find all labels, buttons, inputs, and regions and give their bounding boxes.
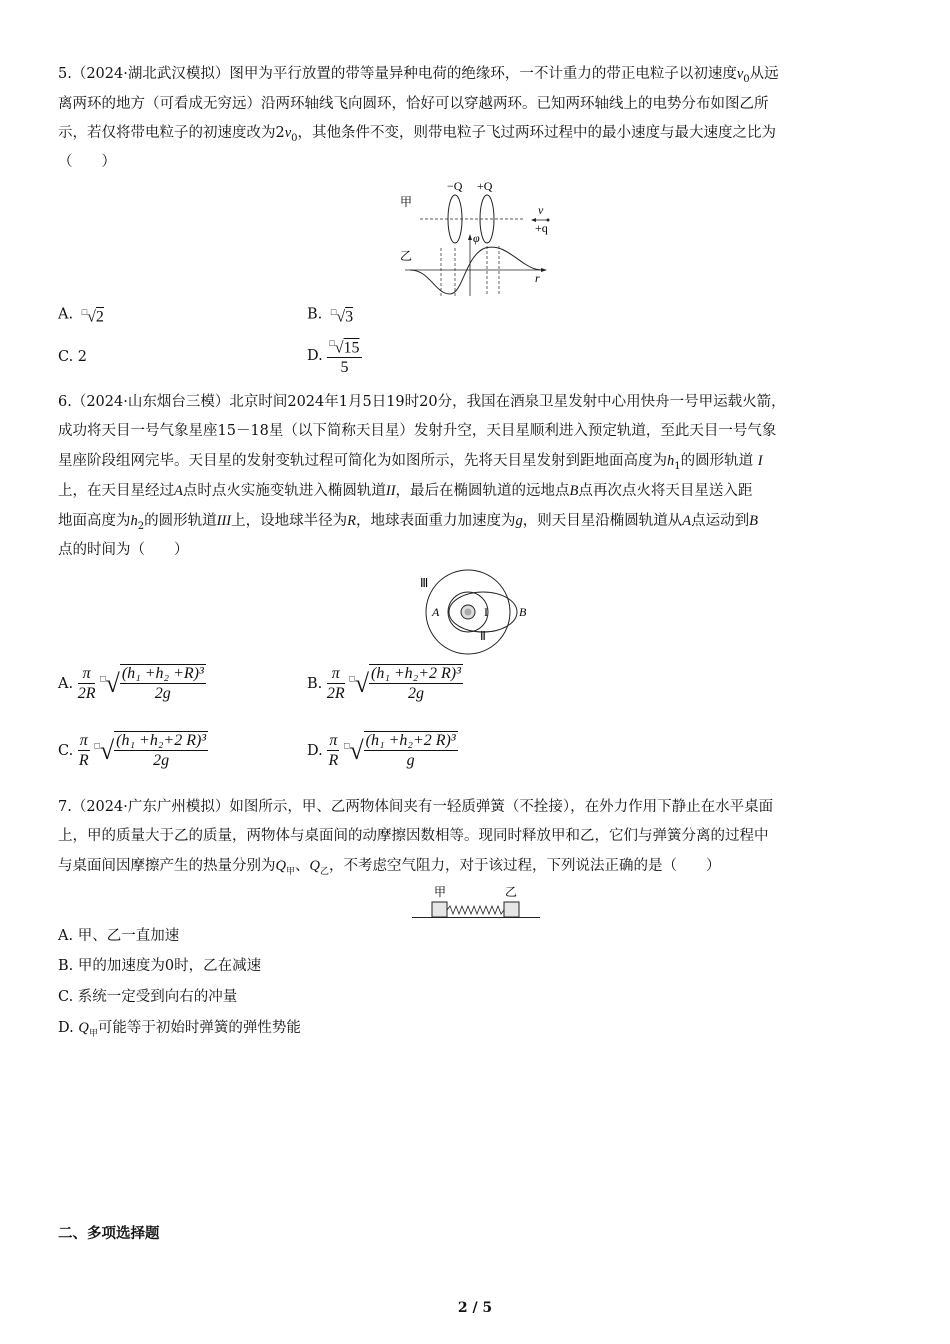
- label-ii: Ⅱ: [480, 629, 486, 643]
- q6-option-a[interactable]: A. $\frac{\pi}{2R}$ □√ $\frac{\text{(h₁ +h₂ +R)³}}{2g}$: [58, 664, 204, 702]
- orbit-ii: [449, 592, 517, 632]
- label-iii: Ⅲ: [420, 576, 429, 590]
- phi-axis-arrowhead: [468, 234, 472, 240]
- q6-line-1: 6.（2024·山东烟台三模）北京时间2024年1月5日19时20分，我国在酒泉卫星发射中心用快舟一号甲运载火箭，: [58, 394, 786, 410]
- q7-option-b[interactable]: B. 甲的加速度为0时，乙在减速: [58, 958, 262, 974]
- q5-line-1: 5.（2024·湖北武汉模拟）图甲为平行放置的带等量异种电荷的绝缘环，一不计重力的带正电粒子以初速度$v_0$从远: [58, 66, 779, 85]
- fig-charge-label: +q: [535, 221, 548, 235]
- q7-option-d[interactable]: D. $Q_甲$可能等于初始时弹簧的弹性势能: [58, 1020, 301, 1039]
- q6-line-3: 星座阶段组网完毕。天目星的发射变轨过程可简化为如图所示，先将天目星发射到距地面高度为$h_1$的圆形轨道 I: [58, 453, 763, 472]
- potential-curve: [410, 247, 543, 294]
- fig-jia-label: 甲: [400, 195, 413, 209]
- q5-line-2: 离两环的地方（可看成无穷远）沿两环轴线飞向圆环，恰好可以穿越两环。已知两环轴线上的电势分布如图乙所: [58, 96, 769, 112]
- q7-line-1: 7.（2024·广东广州模拟）如图所示，甲、乙两物体间夹有一轻质弹簧（不拴接），在外力作用下静止在水平桌面: [58, 799, 774, 815]
- q6-line-4: 上，在天目星经过A点时点火实施变轨进入椭圆轨道II，最后在椭圆轨道的远地点B点再次点火将天目星送入距: [58, 483, 753, 499]
- q7-spring-figure: [410, 884, 542, 920]
- q5-option-d[interactable]: D. $\frac{^□√15}{5}$: [307, 334, 362, 378]
- fig-yi-label: 乙: [400, 249, 413, 263]
- q6-option-b[interactable]: B. $\frac{\pi}{2R}$ □√ $\frac{\text{(h₁ +h₂+2 R)³}}{2g}$: [307, 664, 461, 702]
- block-yi: [504, 902, 519, 917]
- label-i: I: [484, 605, 488, 619]
- label-a: A: [432, 605, 440, 619]
- block-jia: [432, 902, 447, 917]
- page-number: 2 / 5: [457, 1300, 493, 1316]
- q6-line-2: 成功将天目一号气象星座15－18星（以下简称天目星）发射升空，天目星顺利进入预定轨道，至此天目一号气象: [58, 423, 777, 439]
- q5-line-3: 示，若仅将带电粒子的初速度改为$2v_0$，其他条件不变，则带电粒子飞过两环过程中的最小速度与最大速度之比为: [58, 125, 777, 144]
- label-jia: 甲: [434, 885, 447, 899]
- label-yi: 乙: [505, 885, 518, 899]
- earth-core: [465, 609, 472, 616]
- q5-option-b[interactable]: B. □√3: [307, 306, 354, 326]
- q7-option-a[interactable]: A. 甲、乙一直加速: [58, 928, 180, 944]
- label-b: B: [519, 605, 527, 619]
- fig-neg-q-label: −Q: [447, 179, 463, 193]
- q7-line-3: 与桌面间因摩擦产生的热量分别为$Q_甲$、$Q_乙$，不考虑空气阻力，对于该过程，下列说法正确的是（ ）: [58, 858, 721, 877]
- q6-line-6: 点的时间为（ ）: [58, 542, 189, 558]
- q7-line-2: 上，甲的质量大于乙的质量，两物体与桌面间的动摩擦因数相等。现同时释放甲和乙，它们与弹簧分离的过程中: [58, 828, 769, 844]
- q6-orbit-figure: [420, 568, 530, 658]
- q5-option-c[interactable]: C. 2: [58, 349, 88, 365]
- q6-line-5: 地面高度为$h_2$的圆形轨道III上，设地球半径为R，地球表面重力加速度为g，则天目星沿椭圆轨道从A点运动到B: [58, 513, 758, 532]
- q6-option-d[interactable]: D. $\frac{\pi}{R}$ □√ $\frac{\text{(h₁ +h₂+2 R)³}}{g}$: [307, 731, 456, 769]
- q7-option-c[interactable]: C. 系统一定受到向右的冲量: [58, 989, 238, 1005]
- fig-r-label: r: [535, 271, 540, 285]
- fig-phi-label: φ: [473, 231, 480, 245]
- spring: [447, 906, 504, 914]
- q5-option-a[interactable]: A. □√2: [58, 306, 104, 326]
- fig-pos-q-label: +Q: [477, 179, 493, 193]
- q5-figure: [395, 176, 555, 296]
- q5-line-4: （ ）: [58, 154, 116, 170]
- section-heading: 二、多项选择题: [58, 1225, 160, 1242]
- q6-option-c[interactable]: C. $\frac{\pi}{R}$ □√ $\frac{\text{(h₁ +h₂+2 R)³}}{2g}$: [58, 731, 207, 769]
- fig-v0-label: v: [538, 203, 544, 217]
